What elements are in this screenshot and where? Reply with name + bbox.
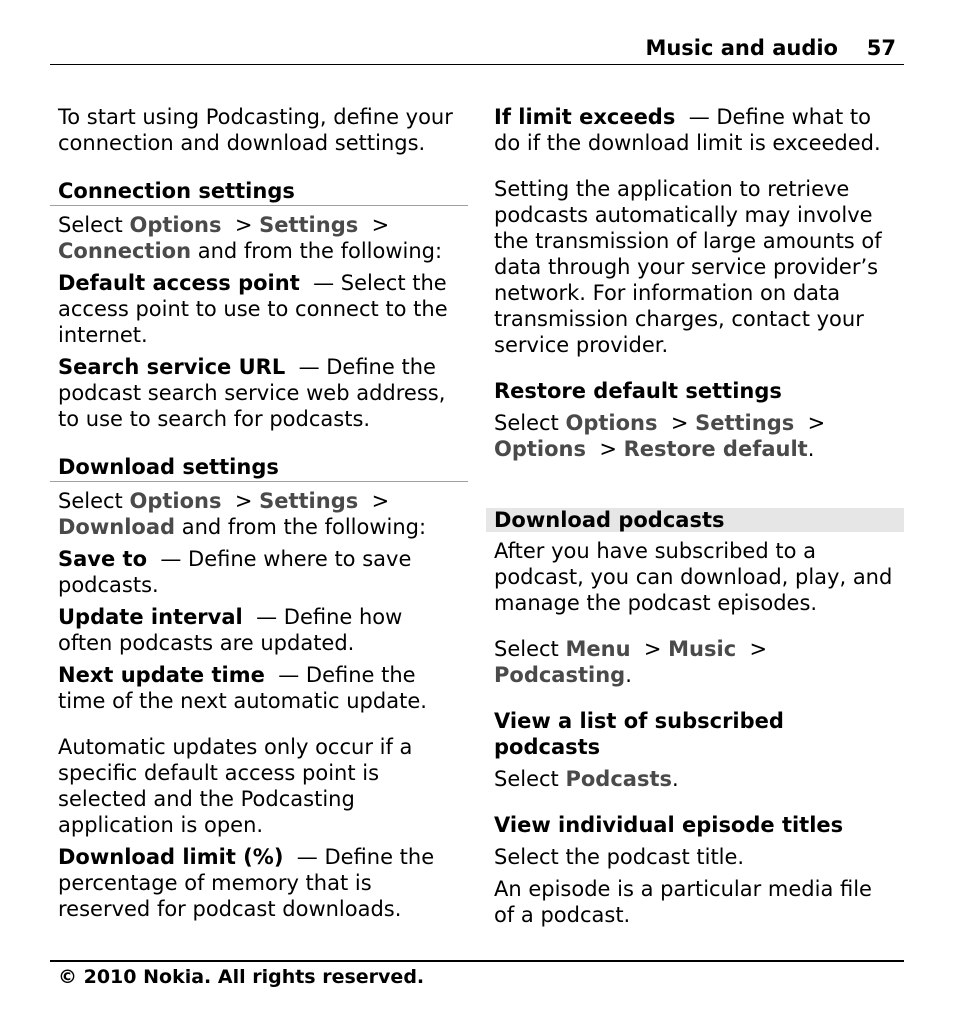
restore-select-instruction: Select Options > Settings > Options > Restore default. (494, 411, 826, 461)
podcasting-select-instruction: Select Menu > Music > Podcasting. (494, 637, 768, 687)
download-limit-item: Download limit (%) — Define the percentage of memory that is reserved for podcast downloads. (58, 845, 435, 921)
connection-settings-heading: Connection settings (50, 178, 468, 206)
podcasts-select-instruction: Select Podcasts. (494, 767, 679, 791)
section-title: Music and audio (645, 36, 838, 60)
next-update-time-item: Next update time — Define the time of the next automatic update. (58, 663, 427, 713)
copyright-notice: © 2010 Nokia. All rights reserved. (58, 966, 425, 988)
subscribed-list-heading: View a list of subscribed podcasts (494, 709, 784, 759)
select-podcast-title-text: Select the podcast title. (494, 845, 745, 869)
left-column (50, 104, 468, 922)
intro-paragraph: To start using Podcasting, define your connection and download settings. (58, 105, 453, 155)
save-to-item: Save to — Define where to save podcasts. (58, 547, 412, 597)
episode-definition: An episode is a particular media file of a podcast. (494, 877, 872, 927)
download-settings-heading: Download settings (50, 454, 468, 482)
data-charges-note: Setting the application to retrieve podcasts automatically may involve the transmission of large amounts of data through your service provider’s network. For information on data transmission charges, contact your service provider. (494, 177, 882, 357)
restore-default-heading: Restore default settings (494, 379, 782, 403)
automatic-updates-note: Automatic updates only occur if a specific default access point is selected and the Podcasting application is open. (58, 735, 413, 837)
connection-select-instruction: Select Options > Settings > Connection and from the following: (58, 213, 443, 263)
update-interval-item: Update interval — Define how often podcasts are updated. (58, 605, 403, 655)
episode-titles-heading: View individual episode titles (494, 813, 844, 837)
page-number: 57 (866, 36, 896, 60)
download-podcasts-heading: Download podcasts (486, 508, 904, 532)
download-select-instruction: Select Options > Settings > Download and from the following: (58, 489, 427, 539)
download-podcasts-intro: After you have subscribed to a podcast, you can download, play, and manage the podcast episodes. (494, 539, 893, 615)
right-column (486, 104, 904, 928)
default-access-point-item: Default access point — Select the access point to use to connect to the internet. (58, 271, 448, 347)
page-footer (50, 960, 904, 988)
page-header (50, 34, 904, 65)
search-service-url-item: Search service URL — Define the podcast search service web address, to use to search for podcasts. (58, 355, 446, 431)
if-limit-exceeds-item: If limit exceeds — Define what to do if the download limit is exceeded. (494, 105, 881, 155)
